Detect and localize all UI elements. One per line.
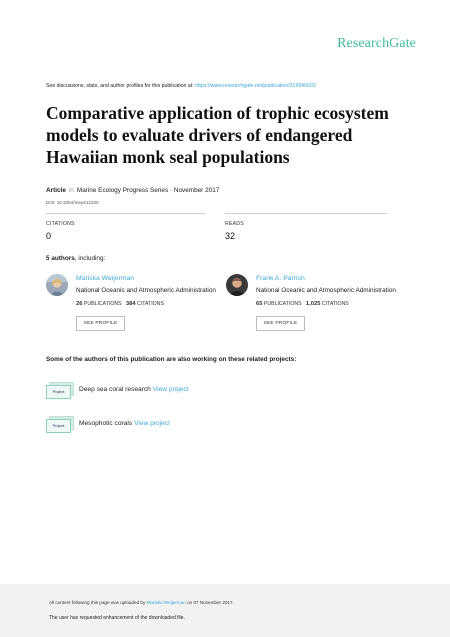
citations-label: CITATIONS bbox=[321, 301, 349, 307]
view-project-link[interactable]: View project bbox=[152, 386, 189, 393]
page-footer bbox=[0, 584, 450, 637]
publications-label: PUBLICATIONS bbox=[263, 301, 302, 307]
authors-count: 5 authors bbox=[46, 255, 75, 262]
discussions-line bbox=[46, 83, 316, 89]
authors-heading bbox=[46, 255, 105, 262]
project-icon bbox=[46, 382, 74, 399]
author-stats bbox=[76, 301, 164, 307]
authors-heading-suffix: , including: bbox=[74, 255, 106, 262]
project-icon bbox=[46, 416, 74, 433]
citations-count: 384 bbox=[125, 301, 136, 307]
project-title: Mesophotic corals bbox=[79, 420, 133, 427]
view-project-link[interactable]: View project bbox=[134, 420, 170, 427]
author-name-link[interactable]: Frank A. Parrish bbox=[256, 275, 305, 282]
see-profile-button[interactable]: SEE PROFILE bbox=[76, 316, 125, 331]
project-badge: Project bbox=[46, 419, 71, 433]
reads-divider bbox=[225, 213, 387, 214]
see-profile-button[interactable]: SEE PROFILE bbox=[256, 316, 305, 331]
citations-label: CITATIONS bbox=[137, 301, 164, 307]
reads-value: 32 bbox=[225, 231, 236, 241]
reads-label: READS bbox=[225, 221, 244, 227]
citations-count: 1,025 bbox=[305, 301, 321, 307]
publication-title: Comparative application of trophic ecosystem models to evaluate drivers of endangered Hawaiian monk seal populations bbox=[46, 103, 389, 167]
project-text bbox=[79, 386, 189, 393]
publication-url-link[interactable]: https://www.researchgate.net/publication/319946603 bbox=[195, 83, 316, 89]
author-institution: National Oceanic and Atmospheric Administration bbox=[256, 287, 396, 294]
researchgate-logo[interactable]: ResearchGate bbox=[337, 36, 416, 51]
upload-suffix: on 07 November 2017. bbox=[187, 600, 234, 605]
author-name-link[interactable]: Mariska Weijerman bbox=[76, 275, 135, 282]
publications-label: PUBLICATIONS bbox=[83, 301, 122, 307]
citations-value: 0 bbox=[46, 231, 52, 241]
author-photo-icon[interactable] bbox=[226, 274, 248, 296]
discussions-text: See discussions, stats, and author profiles for this publication at: bbox=[46, 83, 194, 89]
journal-and-date[interactable]: Marine Ecology Progress Series · November 2017 bbox=[76, 187, 220, 194]
meta-separator: in bbox=[68, 187, 74, 194]
upload-note bbox=[49, 600, 234, 605]
enhancement-note: The user has requested enhancement of the downloaded file. bbox=[49, 615, 185, 621]
citations-divider bbox=[46, 213, 206, 214]
author-institution: National Oceanic and Atmospheric Administration bbox=[76, 287, 216, 294]
related-projects-heading: Some of the authors of this publication are also working on these related projects: bbox=[46, 356, 297, 363]
publication-type: Article bbox=[46, 187, 66, 194]
citations-label: CITATIONS bbox=[46, 221, 75, 227]
publications-count: 26 bbox=[76, 301, 83, 307]
publication-meta bbox=[46, 187, 219, 194]
publication-doi: DOI: 10.3354/meps12320 bbox=[46, 200, 99, 205]
uploader-link[interactable]: Mariska Weijerman bbox=[146, 600, 186, 605]
author-photo-icon[interactable] bbox=[46, 274, 68, 296]
project-badge: Project bbox=[46, 385, 71, 399]
publications-count: 65 bbox=[256, 301, 263, 307]
author-stats bbox=[256, 301, 349, 307]
upload-prefix: All content following this page was uploaded by bbox=[49, 600, 146, 605]
project-text bbox=[79, 420, 170, 427]
project-title: Deep sea coral research bbox=[79, 386, 151, 393]
